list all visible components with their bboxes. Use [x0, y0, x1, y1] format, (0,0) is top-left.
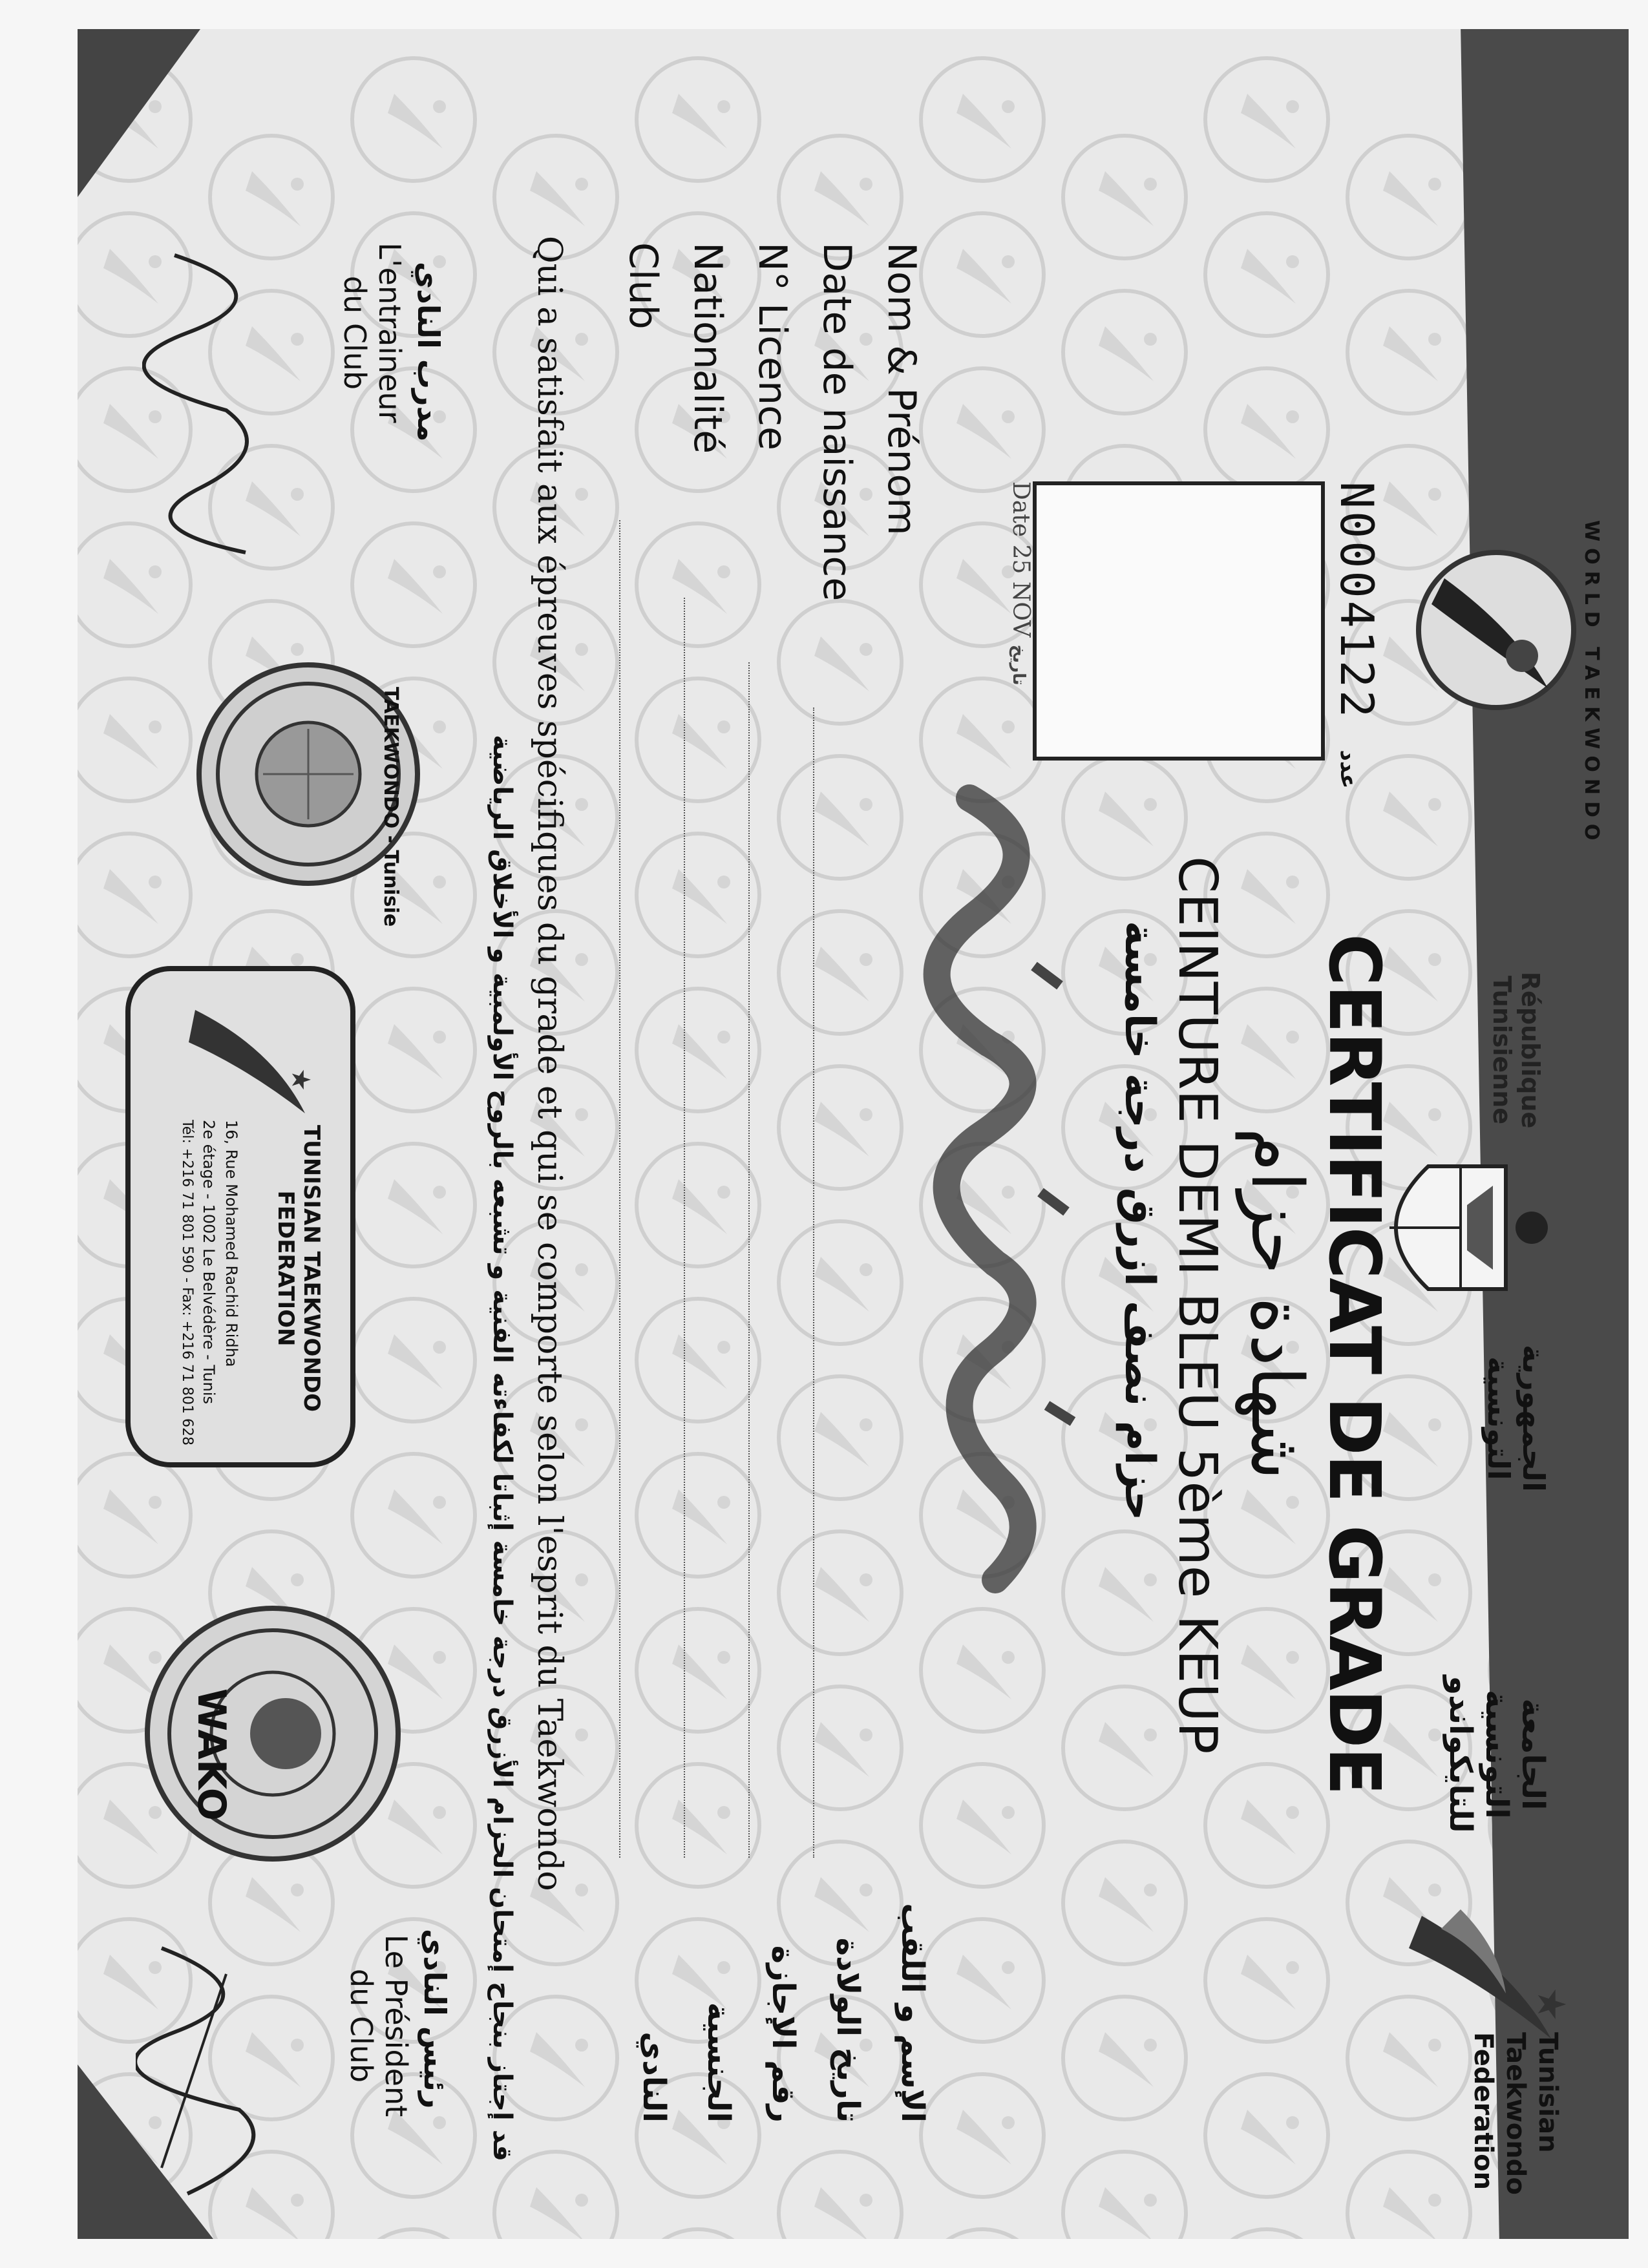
photo-box: [1033, 481, 1325, 761]
club-stamp-icon: [211, 677, 405, 871]
field-nom-label: Nom & Prénom: [879, 242, 924, 536]
federation-stamp-address: 16, Rue Mohamed Rachid Ridha: [222, 1120, 240, 1367]
watermark-logo-icon: [352, 1299, 475, 1422]
watermark-logo-icon: [637, 58, 759, 181]
watermark-logo-icon: [779, 1066, 902, 1189]
date-stamp: [1008, 481, 1034, 686]
watermark-logo-icon: [637, 1454, 759, 1577]
federation-stamp-address2: 2e étage - 1002 Le Belvédère - Tunis: [200, 1120, 218, 1405]
field-nationalite-label-ar: الجنسية: [701, 2002, 737, 2123]
date-label: Date: [1008, 481, 1034, 538]
watermark-logo-icon: [352, 523, 475, 646]
watermark-logo-icon: [921, 58, 1044, 181]
watermark-logo-icon: [1205, 368, 1328, 491]
president-label-ar: رئيس النادي: [417, 1929, 452, 2109]
watermark-logo-icon: [637, 834, 759, 956]
watermark-logo-icon: [1205, 2074, 1328, 2197]
watermark-logo-icon: [921, 368, 1044, 491]
wtf-logo-text: WORLD TAEKWONDO: [1580, 520, 1603, 847]
watermark-logo-icon: [637, 1609, 759, 1732]
watermark-logo-icon: [637, 523, 759, 646]
grade-ar-text: حزام نصف ازرق درجة خامسة: [1115, 921, 1163, 1521]
watermark-logo-icon: [921, 1764, 1044, 1887]
watermark-logo-icon: [352, 2229, 475, 2239]
field-club-label: Club: [620, 242, 666, 330]
wako-stamp-text: WAKO: [189, 1688, 234, 1821]
watermark-logo-icon: [1205, 1919, 1328, 2042]
watermark-logo-icon: [1205, 2229, 1328, 2239]
watermark-logo-icon: [921, 1609, 1044, 1732]
certificate-title-ar: شهادة حزام: [1236, 1128, 1318, 1480]
watermark-logo-icon: [921, 2074, 1044, 2197]
watermark-logo-icon: [352, 58, 475, 181]
handwritten-name-icon: [918, 772, 1099, 1612]
certificate: [78, 29, 1629, 2239]
field-nationalite-label: Nationalité: [685, 242, 730, 454]
field-club-label-ar: النادي: [636, 2032, 672, 2123]
watermark-logo-icon: [1063, 291, 1186, 414]
certificate-title: CERTIFICAT DE GRADE: [1313, 934, 1396, 1794]
number-label: N: [1330, 481, 1383, 512]
world-taekwondo-logo-icon: [1399, 533, 1593, 727]
federation-text: Tunisian Taekwondo Federation: [1468, 2032, 1563, 2195]
watermark-logo-icon: [779, 136, 902, 258]
watermark-logo-icon: [1063, 2152, 1186, 2239]
watermark-logo-icon: [352, 1144, 475, 1266]
watermark-logo-icon: [1205, 58, 1328, 181]
watermark-logo-icon: [637, 1764, 759, 1887]
field-nationalite-line: [684, 598, 685, 1858]
watermark-logo-icon: [637, 2229, 759, 2239]
grade-text: CEINTURE DEMI BLEU 5ème KEUP: [1167, 856, 1228, 1754]
watermark-logo-icon: [1347, 291, 1470, 414]
date-value: 25 NOV: [1008, 544, 1034, 638]
certificate-number: [1330, 481, 1383, 789]
number-label-ar: عدد: [1335, 750, 1361, 789]
club-stamp-text: TAEKWONDO - Tunisie: [379, 687, 402, 927]
bottom-band: [78, 29, 239, 2239]
watermark-logo-icon: [779, 1376, 902, 1499]
watermark-logo-icon: [352, 1454, 475, 1577]
watermark-logo-icon: [921, 2229, 1044, 2239]
field-licence-line: [748, 662, 750, 1858]
watermark-logo-icon: [779, 756, 902, 879]
svg-text:★: ★: [1528, 1987, 1574, 2022]
field-licence-label-ar: رقم الإجازة: [765, 1945, 801, 2123]
watermark-logo-icon: [1205, 1764, 1328, 1887]
watermark-logo-icon: [1063, 136, 1186, 258]
coach-label-ar: مدرب النادي: [411, 262, 446, 442]
statement-text: Qui a satisfait aux épreuves spécifiques du grade et qui se comporte selon l'esprit du Taekwondo: [530, 236, 569, 1891]
field-naissance-label-ar: تاريخ الولادة: [830, 1937, 866, 2123]
watermark-logo-icon: [779, 601, 902, 724]
watermark-logo-icon: [1205, 213, 1328, 336]
watermark-logo-icon: [779, 1221, 902, 1344]
watermark-logo-icon: [1347, 2152, 1470, 2239]
field-naissance-line: [813, 708, 814, 1858]
watermark-logo-icon: [779, 2152, 902, 2239]
watermark-logo-icon: [637, 989, 759, 1111]
field-licence-label: N° Licence: [750, 242, 795, 450]
coach-label: L'entraineur du Club: [337, 242, 407, 423]
statement-ar-text: قد إجتاز بنجاح إمتحان الحزام الأزرق درجة خامسة إثباتا لكفاءته الفنية و تشبعه بالروح الأولمبية و الأخلاق الرياضية: [487, 735, 517, 2161]
watermark-logo-icon: [1347, 136, 1470, 258]
federation-logo-icon: [1396, 1890, 1577, 2052]
watermark-logo-icon: [921, 1919, 1044, 2042]
watermark-logo-icon: [637, 1299, 759, 1422]
number-value: 0004122: [1330, 511, 1383, 720]
watermark-logo-icon: [1063, 1997, 1186, 2119]
watermark-logo-icon: [779, 1686, 902, 1809]
field-naissance-label: Date de naissance: [814, 242, 860, 602]
republique-ar-text: الجمهورية التونسية: [1481, 1345, 1551, 1492]
date-label-ar: تاريخ: [1009, 644, 1028, 686]
watermark-logo-icon: [352, 989, 475, 1111]
watermark-logo-icon: [637, 678, 759, 801]
watermark-logo-icon: [494, 2152, 617, 2239]
watermark-logo-icon: [779, 911, 902, 1034]
republique-text: République Tunisienne: [1488, 971, 1545, 1129]
federation-stamp-title: TUNISIAN TAEKWONDO FEDERATION: [273, 1124, 324, 1412]
president-label: Le Président du Club: [344, 1934, 414, 2117]
watermark-logo-icon: [921, 213, 1044, 336]
federation-ar-text: الجامعة التونسية للتايكواندو: [1442, 1675, 1551, 1833]
watermark-logo-icon: [637, 1144, 759, 1266]
field-nom-label-ar: الإسم و اللقب: [894, 1903, 931, 2123]
federation-stamp-contact: Tél: +216 71 801 590 - Fax: +216 71 801 628: [179, 1120, 195, 1445]
svg-text:★: ★: [286, 1068, 315, 1091]
watermark-logo-icon: [1063, 1842, 1186, 1964]
watermark-logo-icon: [779, 1531, 902, 1654]
field-club-line: [619, 520, 620, 1858]
